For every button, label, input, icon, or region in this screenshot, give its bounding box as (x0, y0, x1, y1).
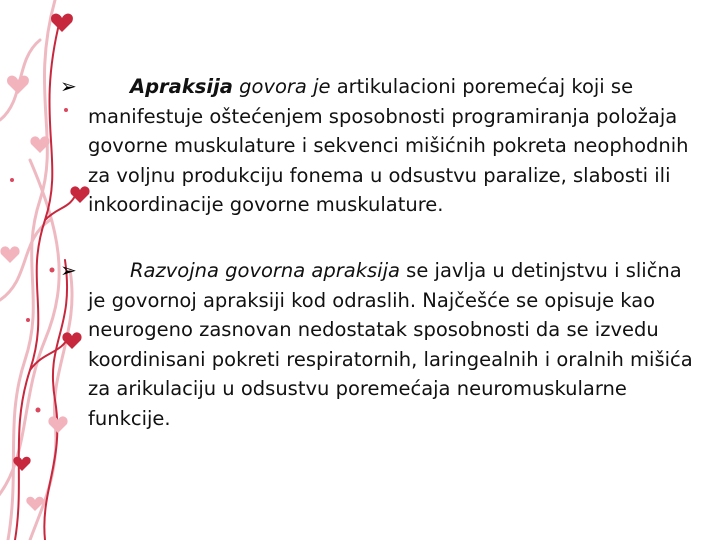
paragraph-text: artikulacioni poremećaj koji se manifestuje oštećenjem sposobnosti programiranja položaja govorne muskulature i sekvenci mišićnih pokreta neophodnih za voljnu produkciju fonema u odsustvu paralize, slabosti ili inkoordinacije govorne muskulature. (88, 75, 689, 216)
arrow-bullet-icon: ➢ (60, 258, 77, 282)
term-bold: Apraksija (130, 75, 233, 98)
term-italic: govora je (232, 75, 331, 98)
bullet-item (60, 256, 700, 433)
paragraph-text: se javlja u detinjstvu i slična je govornoj apraksiji kod odraslih. Najčešće se opisuje kao neurogeno zasnovan nedostatak sposobnosti da se izvedu koordinisani pokreti respiratornih, laringealnih i oralnih mišića za arikulaciju u odsustvu poremećaja neuromuskularne funkcije. (88, 259, 693, 430)
term-italic: Razvojna govorna apraksija (130, 259, 400, 282)
bullet-paragraph (60, 256, 700, 433)
arrow-bullet-icon: ➢ (60, 74, 77, 98)
bullet-item (60, 72, 700, 220)
bullet-paragraph (60, 72, 700, 220)
